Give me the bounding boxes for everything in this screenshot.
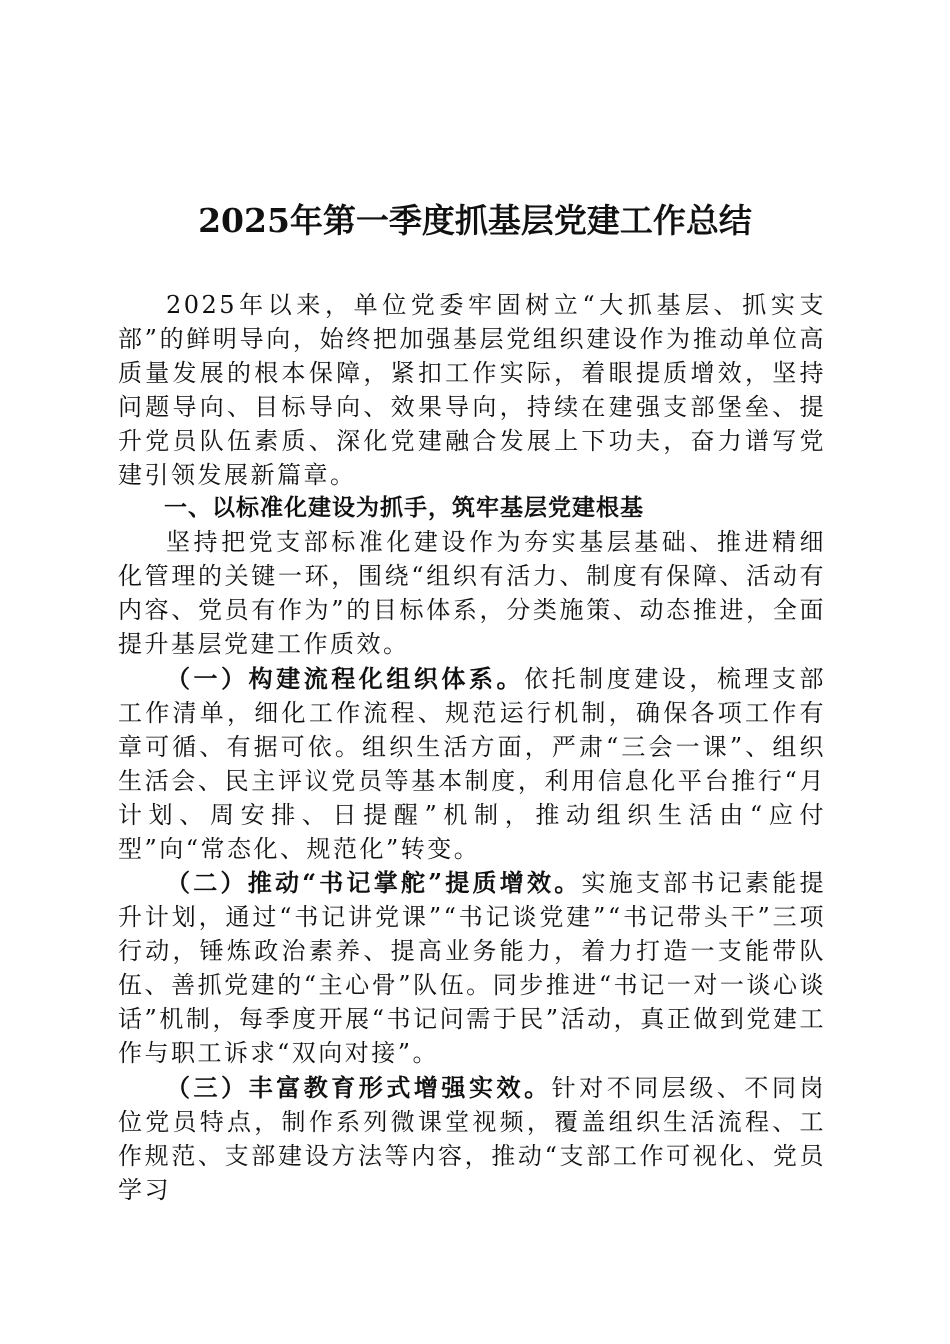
item-text: 依托制度建设，梳理支部工作清单，细化工作流程、规范运行机制，确保各项工作有章可循、有据可依。组织生活方面，严肃“三会一课”、组织生活会、民主评议党员等基本制度，利用信息化平台推行“月计划、周安排、日提醒”机制，推动组织生活由“应付型”向“常态化、规范化”转变。 <box>118 664 827 863</box>
section-1-item-3 <box>118 1071 826 1208</box>
item-lead: （一）构建流程化组织体系。 <box>166 663 525 693</box>
item-lead: （二）推动“书记掌舵”提质增效。 <box>166 868 582 898</box>
document-body <box>118 289 826 1207</box>
intro-paragraph: 2025年以来，单位党委牢固树立“大抓基层、抓实支部”的鲜明导向，始终把加强基层党组织建设作为推动单位高质量发展的根本保障，紧扣工作实际，着眼提质增效，坚持问题导向、目标导向、效果导向，持续在建强支部堡垒、提升党员队伍素质、深化党建融合发展上下功夫，奋力谱写党建引领发展新篇章。 <box>118 291 826 489</box>
section-1-item-1 <box>118 662 826 866</box>
document-title: 2025年第一季度抓基层党建工作总结 <box>198 201 752 240</box>
section-heading-1: 一、以标准化建设为抓手，筑牢基层党建根基 <box>164 495 644 522</box>
item-text: 实施支部书记素能提升计划，通过“书记讲党课”“书记谈党建”“书记带头干”三项行动，锤炼政治素养、提高业务能力，着力打造一支能带队伍、善抓党建的“主心骨”队伍。同步推进“书记一对一谈心谈话”机制，每季度开展“书记问需于民”活动，真正做到党建工作与职工诉求“双向对接”。 <box>118 869 827 1067</box>
item-lead: （三）丰富教育形式增强实效。 <box>166 1072 552 1102</box>
item-text: 针对不同层级、不同岗位党员特点，制作系列微课堂视频，覆盖组织生活流程、工作规范、支部建设方法等内容，推动“支部工作可视化、党员学习 <box>118 1073 826 1204</box>
section-1-summary: 坚持把党支部标准化建设作为夯实基层基础、推进精细化管理的关键一环，围绕“组织有活力、制度有保障、活动有内容、党员有作为”的目标体系，分类施策、动态推进，全面提升基层党建工作质效。 <box>118 528 826 659</box>
section-1-item-2 <box>118 866 826 1070</box>
